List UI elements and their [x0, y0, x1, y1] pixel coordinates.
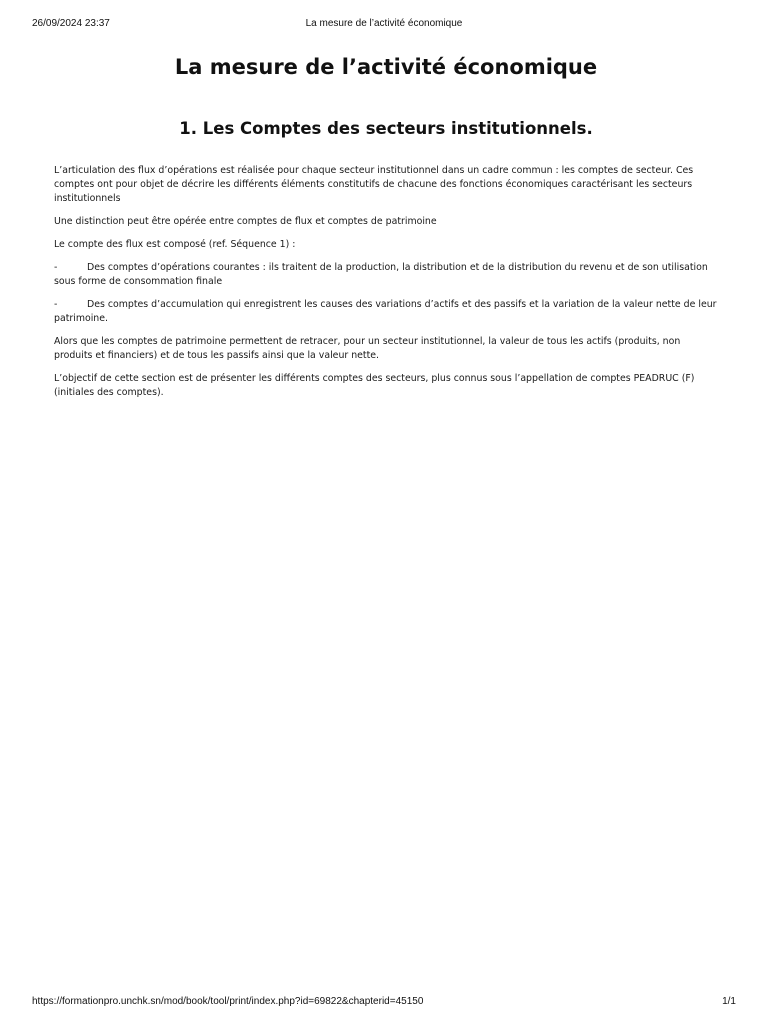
bullet-dash: -: [54, 299, 58, 310]
paragraph-compte-flux: Le compte des flux est composé (ref. Séquence 1) :: [54, 239, 296, 250]
paragraph-patrimoine: Alors que les comptes de patrimoine permettent de retracer, pour un secteur institutionnel, la valeur de tous les actifs (produits, non produits et financiers) et de tous les passifs ainsi que la valeur nette.: [54, 336, 681, 361]
bullet-dash: -: [54, 262, 58, 273]
bullet-text: Des comptes d’accumulation qui enregistrent les causes des variations d’actifs et des passifs et la variation de la valeur nette de leur patrimoine.: [54, 299, 717, 324]
section-title: 1. Les Comptes des secteurs institutionnels.: [179, 119, 593, 138]
print-header-title: La mesure de l’activité économique: [305, 18, 463, 29]
bullet-item-operations-courantes: [54, 261, 718, 289]
paragraph-distinction: Une distinction peut être opérée entre comptes de flux et comptes de patrimoine: [54, 216, 437, 227]
print-datetime: 26/09/2024 23:37: [32, 18, 110, 29]
page-number: 1/1: [722, 996, 736, 1007]
section-body: [54, 164, 718, 400]
paragraph-articulation: L’articulation des flux d’opérations est réalisée pour chaque secteur institutionnel dans un cadre commun : les comptes de secteur. Ces comptes ont pour objet de décrire les différents éléments constitutifs de chacune des fonctions économiques caractérisant les secteurs institutionnels: [54, 165, 694, 204]
bullet-text: Des comptes d’opérations courantes : ils traitent de la production, la distribution et de la distribution du revenu et de son utilisation sous forme de consommation finale: [54, 262, 708, 287]
paragraph-objectif: L’objectif de cette section est de présenter les différents comptes des secteurs, plus connus sous l’appellation de comptes PEADRUC (F) (initiales des comptes).: [54, 373, 695, 398]
page-content: [54, 40, 718, 409]
print-header: [32, 17, 736, 31]
print-url: https://formationpro.unchk.sn/mod/book/tool/print/index.php?id=69822&chapterid=45150: [32, 996, 424, 1007]
print-footer: [32, 995, 736, 1009]
bullet-item-accumulation: [54, 298, 718, 326]
page-title: La mesure de l’activité économique: [174, 55, 598, 79]
